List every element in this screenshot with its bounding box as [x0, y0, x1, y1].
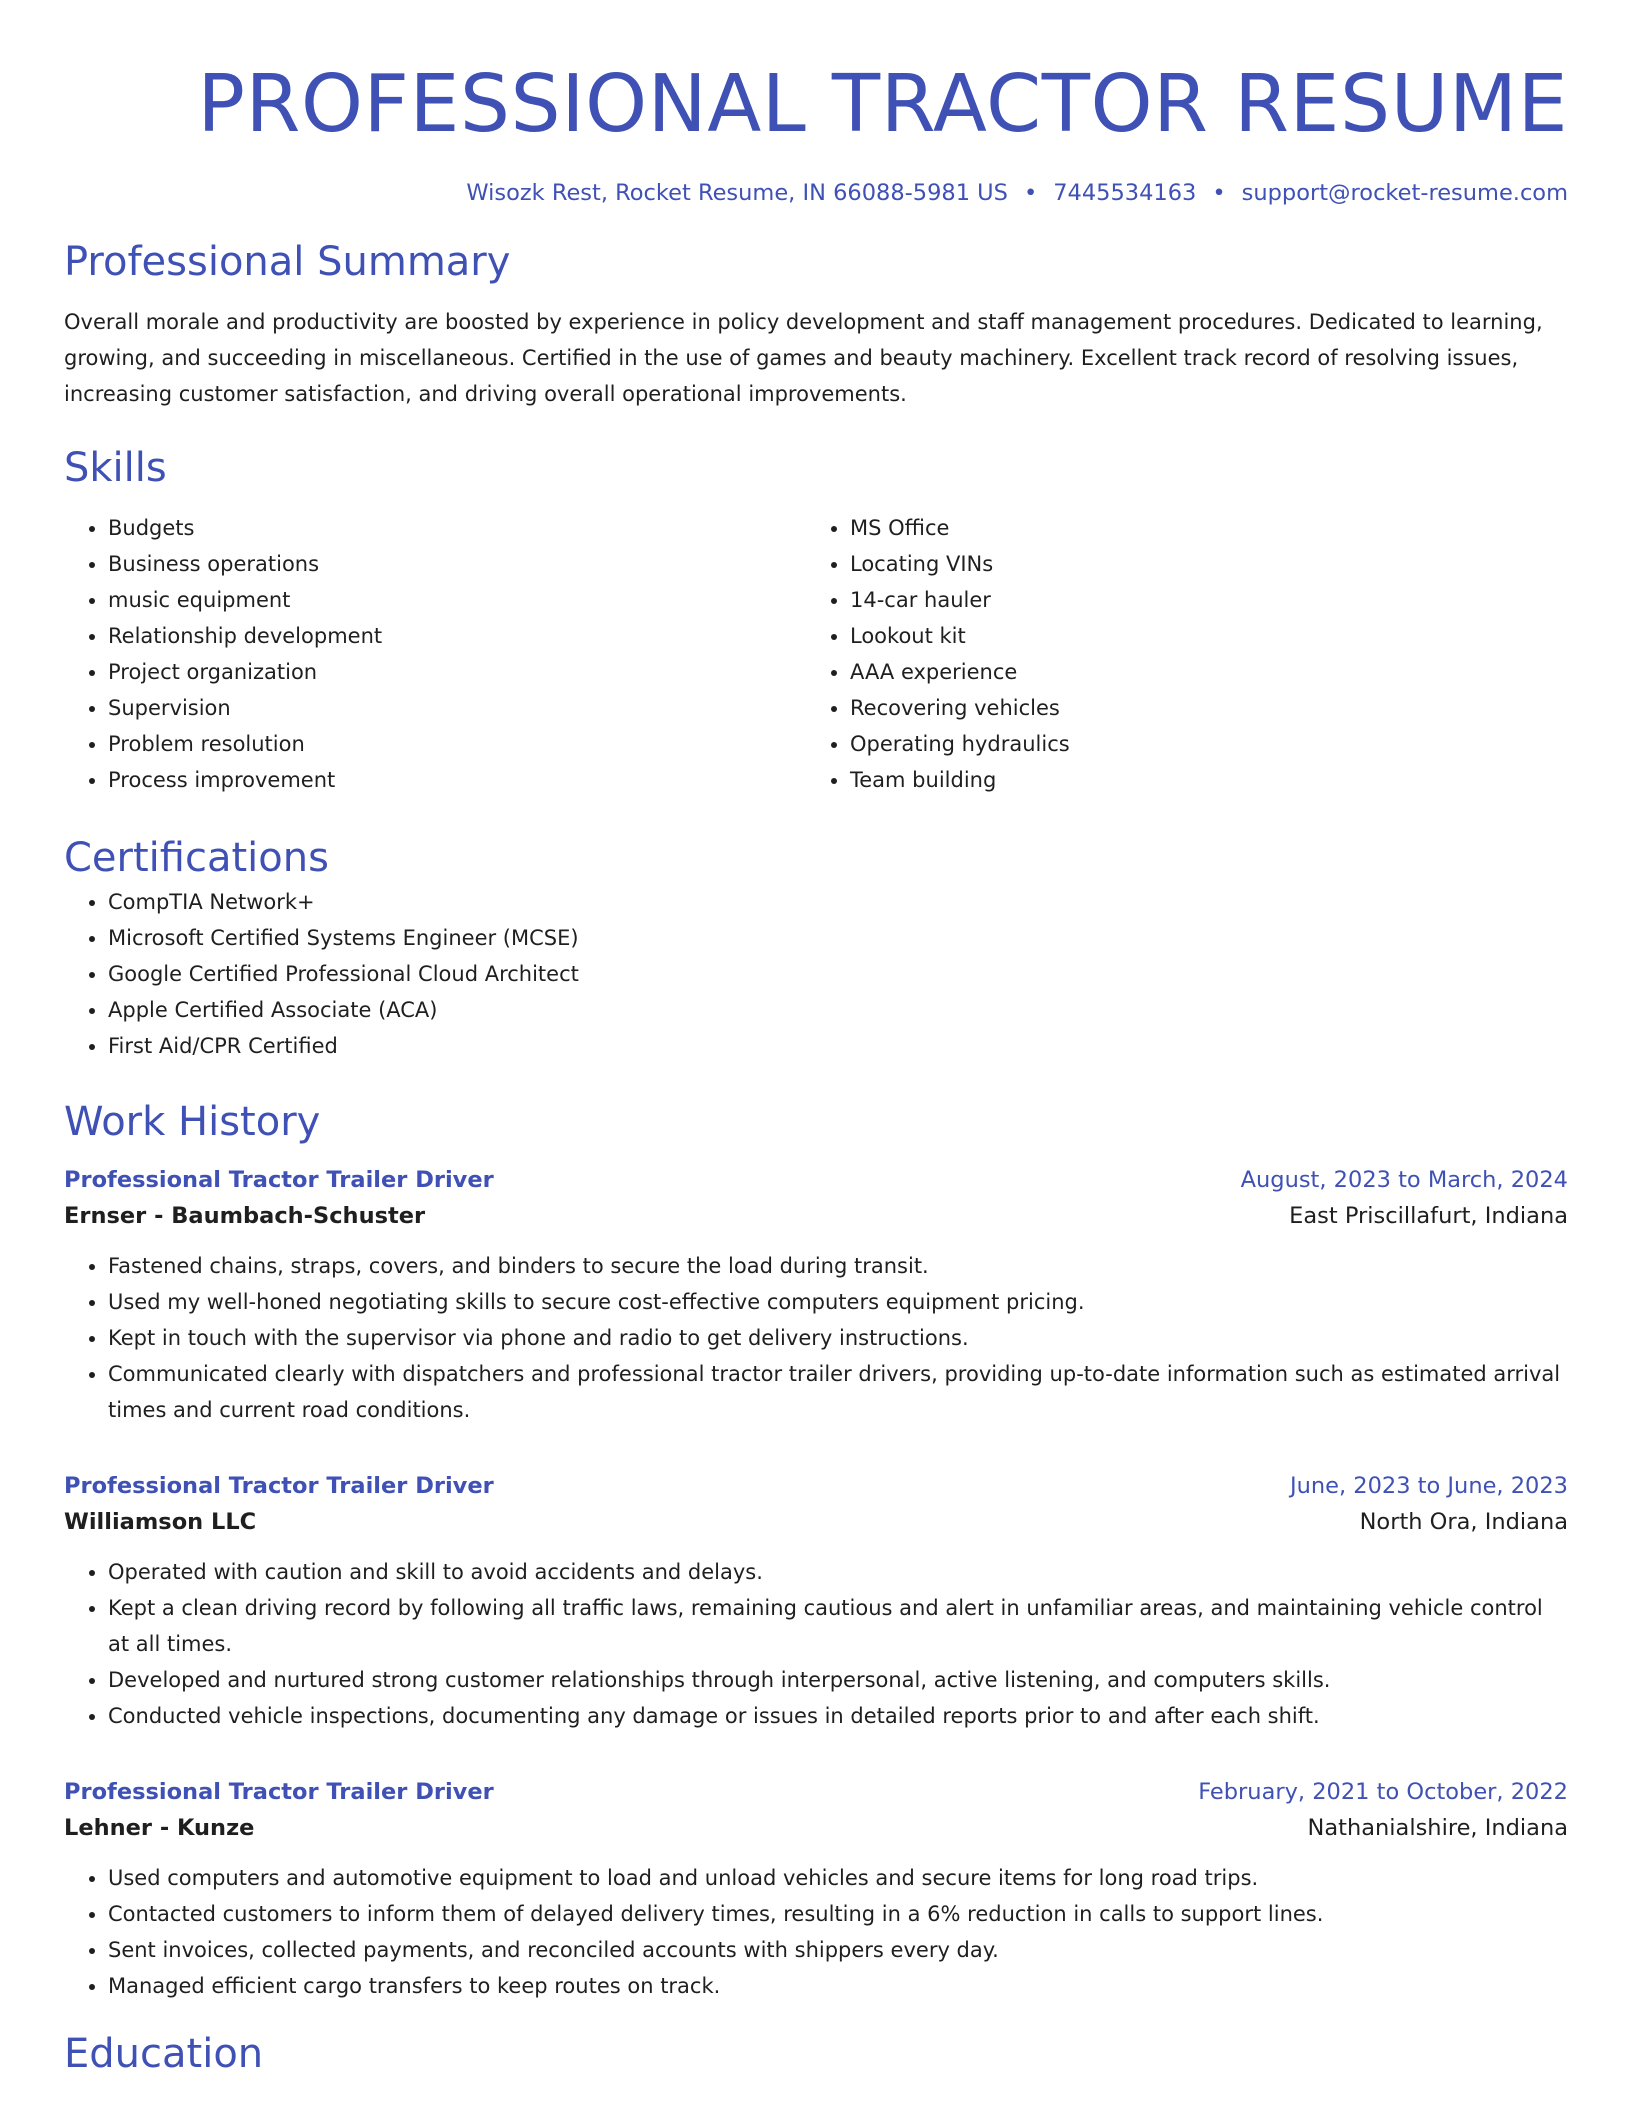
skills-column-left — [64, 510, 806, 798]
skill-item: • Locating VINs — [850, 546, 1548, 582]
skill-item: • Team building — [850, 762, 1548, 798]
job-bullet: • Operated with caution and skill to avoid accidents and delays. — [108, 1554, 1568, 1590]
job-header-row — [64, 1774, 1568, 1810]
job-entry — [64, 1162, 1568, 1428]
skill-item: • Relationship development — [108, 618, 806, 654]
skill-item: • 14-car hauler — [850, 582, 1548, 618]
job-bullet: • Contacted customers to inform them of delayed delivery times, resulting in a 6% reduction in calls to support lines. — [108, 1896, 1568, 1932]
job-bullet: • Sent invoices, collected payments, and reconciled accounts with shippers every day. — [108, 1932, 1568, 1968]
certification-item: • Microsoft Certified Systems Engineer (MCSE) — [108, 920, 1568, 956]
job-company: Ernser - Baumbach-Schuster — [64, 1203, 426, 1229]
job-dates: August, 2023 to March, 2024 — [1240, 1167, 1568, 1193]
job-title: Professional Tractor Trailer Driver — [64, 1779, 494, 1805]
skill-item: • Project organization — [108, 654, 806, 690]
contact-address: Wisozk Rest, Rocket Resume, IN 66088-5981 US — [466, 180, 1008, 206]
contact-separator: • — [1212, 180, 1226, 206]
certifications-heading: Certifications — [64, 835, 329, 881]
skill-item: • Operating hydraulics — [850, 726, 1548, 762]
job-bullet: • Used my well-honed negotiating skills to secure cost-effective computers equipment pricing. — [108, 1284, 1568, 1320]
job-location: North Ora, Indiana — [1359, 1509, 1568, 1535]
job-dates: June, 2023 to June, 2023 — [1289, 1473, 1568, 1499]
skill-item: • music equipment — [108, 582, 806, 618]
job-location: Nathanialshire, Indiana — [1307, 1815, 1568, 1841]
skills-list-left — [64, 510, 806, 798]
skill-item: • MS Office — [850, 510, 1548, 546]
certification-item: • CompTIA Network+ — [108, 884, 1568, 920]
certification-item: • First Aid/CPR Certified — [108, 1028, 1568, 1064]
skill-item: • Business operations — [108, 546, 806, 582]
contact-email: support@rocket-resume.com — [1241, 180, 1568, 206]
skills-grid — [64, 510, 1568, 798]
job-bullet: • Developed and nurtured strong customer relationships through interpersonal, active listening, and computers skills. — [108, 1662, 1568, 1698]
job-company-row — [64, 1504, 1568, 1540]
resume-page — [64, 0, 1568, 2080]
job-bullet: • Managed efficient cargo transfers to keep routes on track. — [108, 1968, 1568, 2004]
summary-text: Overall morale and productivity are boosted by experience in policy development and staff management procedures. Dedicated to learning, growing, and succeeding in miscellaneous. Certified in the use of games and beauty machinery. Excellent track record of resolving issues, increasing customer satisfaction, and driving overall operational improvements. — [64, 310, 1543, 406]
summary-heading: Professional Summary — [64, 239, 511, 285]
job-bullets — [64, 1554, 1568, 1734]
job-bullet: • Used computers and automotive equipment to load and unload vehicles and secure items for long road trips. — [108, 1860, 1568, 1896]
job-bullet: • Kept in touch with the supervisor via phone and radio to get delivery instructions. — [108, 1320, 1568, 1356]
skills-list-right — [806, 510, 1548, 798]
skill-item: • Problem resolution — [108, 726, 806, 762]
job-bullet: • Kept a clean driving record by following all traffic laws, remaining cautious and alert in unfamiliar areas, and maintaining vehicle control at all times. — [108, 1590, 1568, 1662]
contact-phone: 7445534163 — [1053, 180, 1197, 206]
skill-item: • AAA experience — [850, 654, 1548, 690]
job-bullet: • Communicated clearly with dispatchers and professional tractor trailer drivers, providing up-to-date information such as estimated arrival times and current road conditions. — [108, 1356, 1568, 1428]
skill-item: • Process improvement — [108, 762, 806, 798]
job-title: Professional Tractor Trailer Driver — [64, 1167, 494, 1193]
job-entry — [64, 1774, 1568, 2004]
job-bullets — [64, 1860, 1568, 2004]
job-title: Professional Tractor Trailer Driver — [64, 1473, 494, 1499]
skills-column-right — [806, 510, 1548, 798]
job-bullet: • Fastened chains, straps, covers, and binders to secure the load during transit. — [108, 1248, 1568, 1284]
job-company: Lehner - Kunze — [64, 1815, 255, 1841]
job-location: East Priscillafurt, Indiana — [1289, 1203, 1568, 1229]
job-company-row — [64, 1198, 1568, 1234]
certifications-list — [64, 884, 1568, 1064]
job-company: Williamson LLC — [64, 1509, 257, 1535]
certification-item: • Apple Certified Associate (ACA) — [108, 992, 1568, 1028]
job-company-row — [64, 1810, 1568, 1846]
skill-item: • Lookout kit — [850, 618, 1548, 654]
skills-heading: Skills — [64, 445, 167, 491]
resume-name: PROFESSIONAL TRACTOR RESUME — [197, 58, 1568, 150]
skill-item: • Recovering vehicles — [850, 690, 1548, 726]
job-entry — [64, 1468, 1568, 1734]
job-dates: February, 2021 to October, 2022 — [1198, 1779, 1568, 1805]
skill-item: • Budgets — [108, 510, 806, 546]
job-header-row — [64, 1468, 1568, 1504]
work-history-heading: Work History — [64, 1099, 321, 1145]
skill-item: • Supervision — [108, 690, 806, 726]
job-header-row — [64, 1162, 1568, 1198]
certification-item: • Google Certified Professional Cloud Architect — [108, 956, 1568, 992]
job-bullets — [64, 1248, 1568, 1428]
contact-line — [64, 178, 1568, 208]
education-heading: Education — [64, 2031, 264, 2077]
job-bullet: • Conducted vehicle inspections, documenting any damage or issues in detailed reports prior to and after each shift. — [108, 1698, 1568, 1734]
contact-separator: • — [1023, 180, 1038, 206]
